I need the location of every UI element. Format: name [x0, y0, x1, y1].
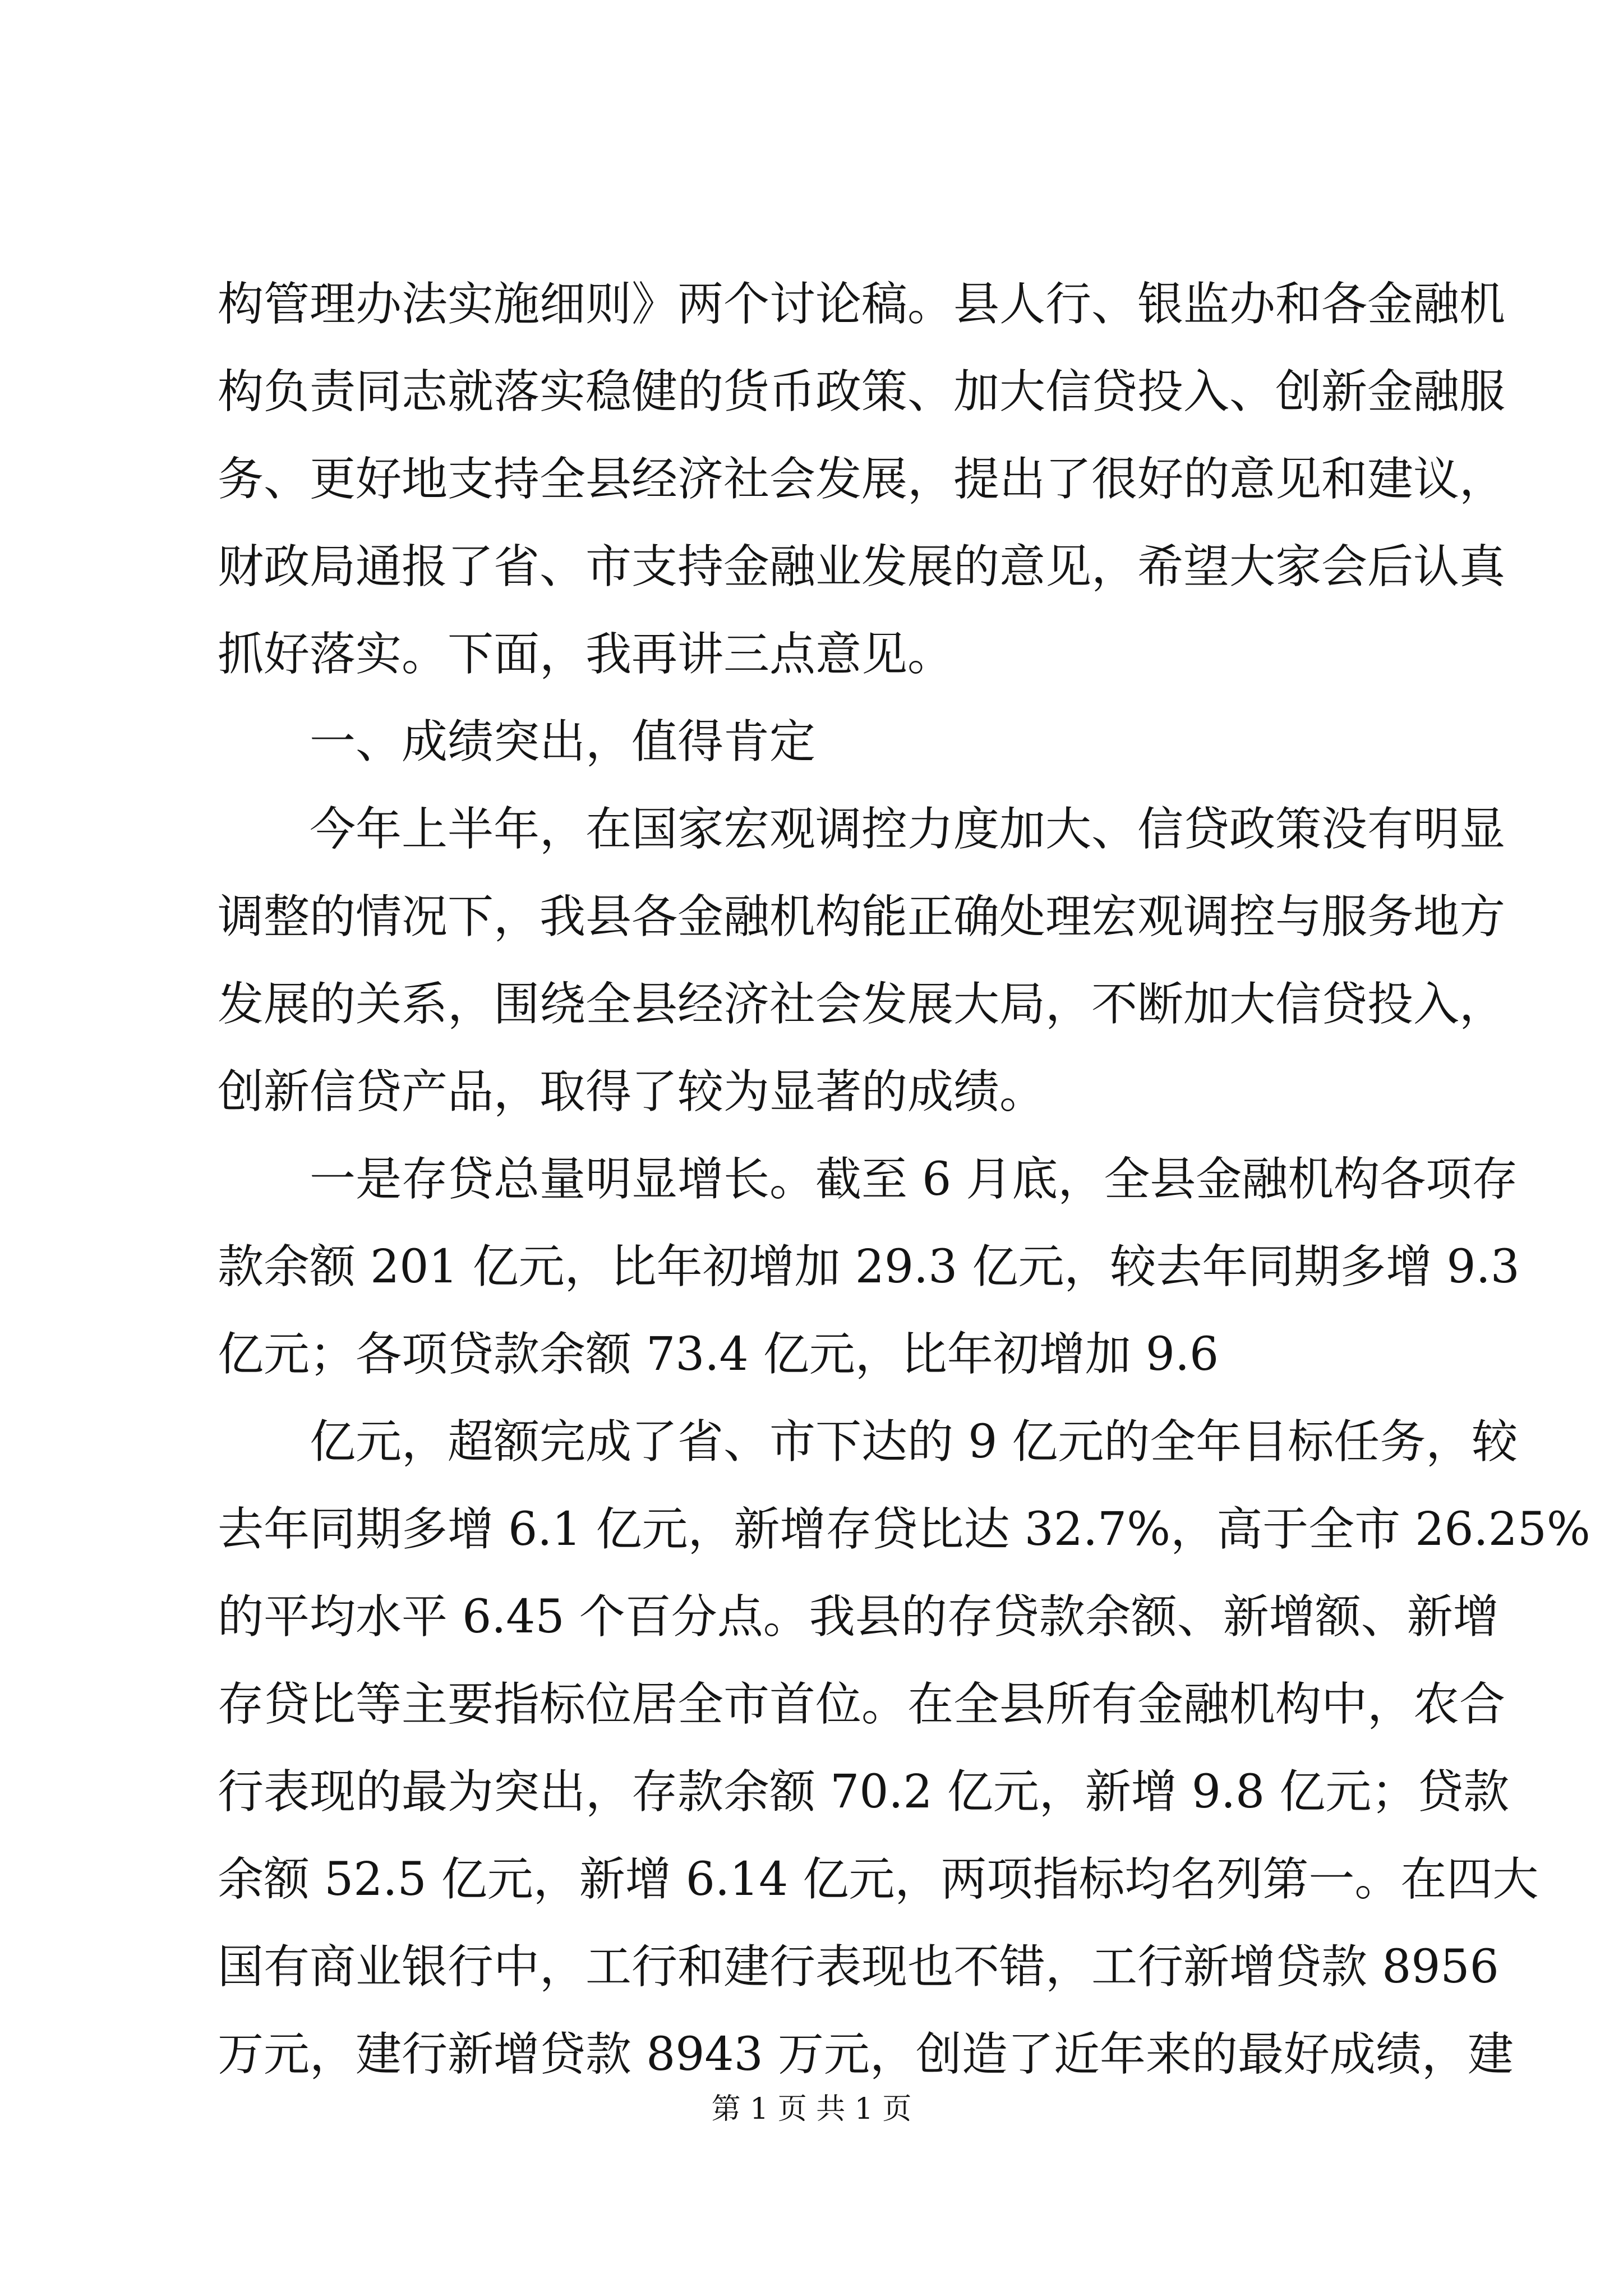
text-line: 构管理办法实施细则》两个讨论稿。县人行、银监办和各金融机: [218, 278, 1506, 331]
text-line: 款余额 201 亿元，比年初增加 29.3 亿元，较去年同期多增 9.3: [218, 1240, 1520, 1294]
text-line: 构负责同志就落实稳健的货币政策、加大信贷投入、创新金融服: [218, 365, 1506, 418]
text-line: 余额 52.5 亿元，新增 6.14 亿元，两项指标均名列第一。在四大: [218, 1853, 1539, 1906]
text-line: 亿元，超额完成了省、市下达的 9 亿元的全年目标任务，较: [310, 1415, 1518, 1469]
text-line: 万元，建行新增贷款 8943 万元，创造了近年来的最好成绩，建: [218, 2028, 1514, 2081]
text-line: 存贷比等主要指标位居全市首位。在全县所有金融机构中，农合: [218, 1678, 1506, 1731]
text-line: 发展的关系，围绕全县经济社会发展大局，不断加大信贷投入，: [218, 978, 1506, 1031]
page-number-label: 第 1 页 共 1 页: [711, 2092, 912, 2126]
page-footer: [0, 2090, 1623, 2129]
text-line: 亿元；各项贷款余额 73.4 亿元，比年初增加 9.6: [218, 1328, 1219, 1381]
text-line: 财政局通报了省、市支持金融业发展的意见，希望大家会后认真: [218, 540, 1506, 593]
section-heading: 一、成绩突出，值得肯定: [310, 715, 816, 769]
document-body: [218, 261, 1590, 2099]
text-line: 今年上半年，在国家宏观调控力度加大、信贷政策没有明显: [310, 803, 1506, 856]
text-line: 的平均水平 6.45 个百分点。我县的存贷款余额、新增额、新增: [218, 1590, 1499, 1644]
text-line: 一是存贷总量明显增长。截至 6 月底，全县金融机构各项存: [310, 1153, 1518, 1206]
text-line: 国有商业银行中，工行和建行表现也不错，工行新增贷款 8956: [218, 1940, 1499, 1994]
text-line: 务、更好地支持全县经济社会发展，提出了很好的意见和建议，: [218, 453, 1506, 506]
text-line: 抓好落实。下面，我再讲三点意见。: [218, 628, 954, 681]
text-line: 行表现的最为突出，存款余额 70.2 亿元，新增 9.8 亿元；贷款: [218, 1765, 1510, 1819]
text-line: 去年同期多增 6.1 亿元，新增存贷比达 32.7%，高于全市 26.25%: [218, 1503, 1590, 1556]
text-line: 调整的情况下，我县各金融机构能正确处理宏观调控与服务地方: [218, 890, 1506, 944]
text-line: 创新信贷产品，取得了较为显著的成绩。: [218, 1065, 1046, 1119]
